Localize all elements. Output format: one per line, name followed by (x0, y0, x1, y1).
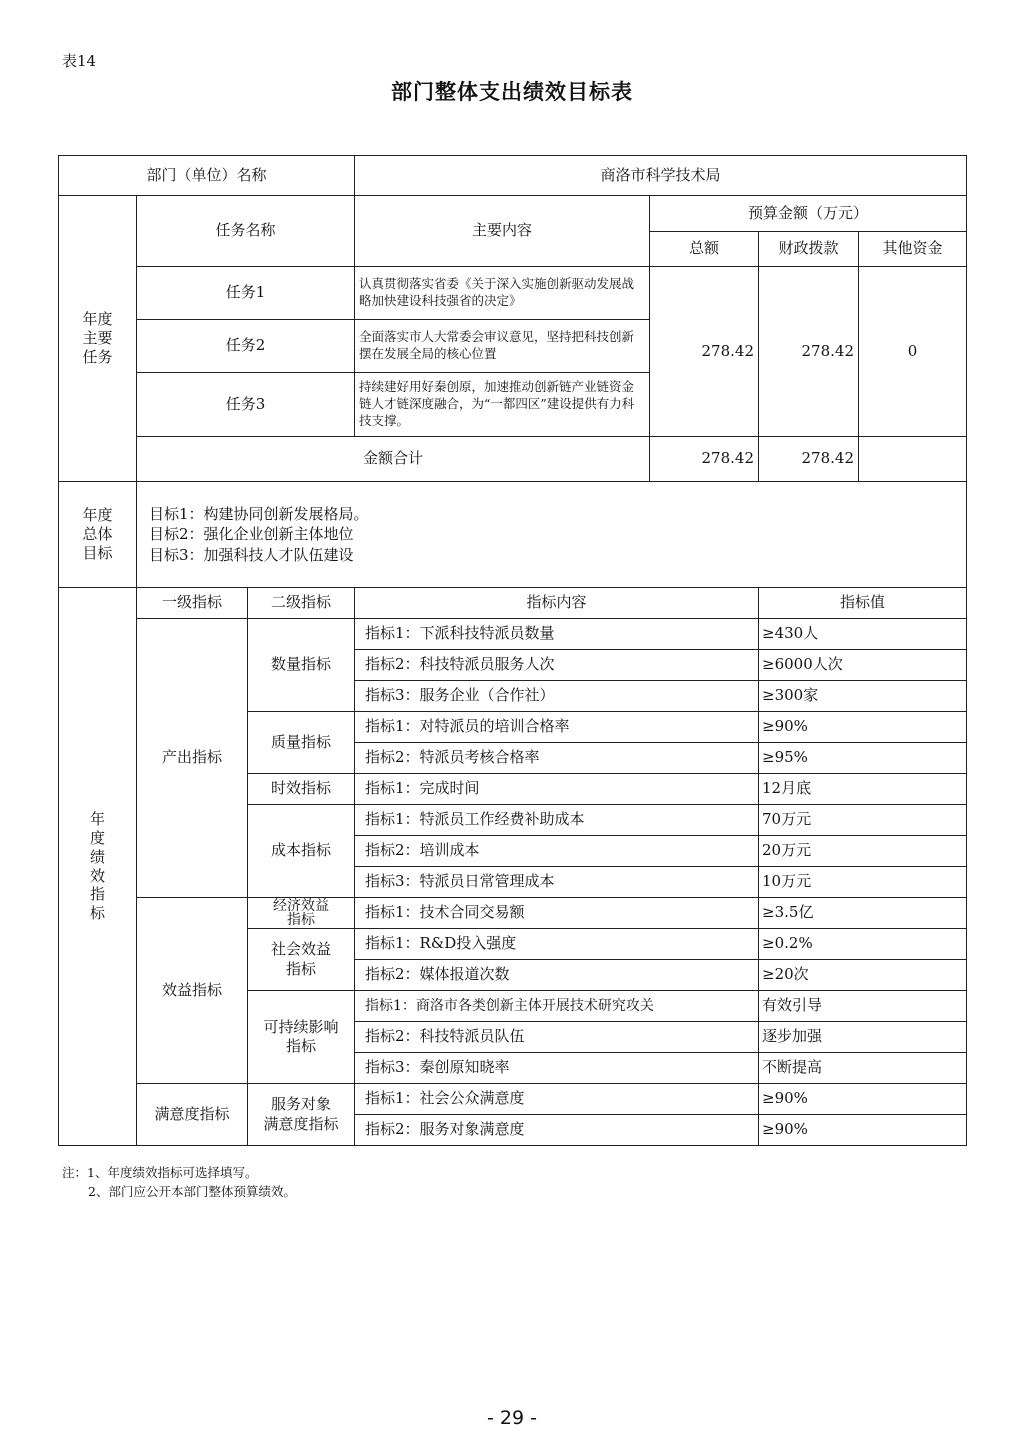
other-header: 其他资金 (859, 232, 967, 267)
overall-goal-label: 年度 总体 目标 (59, 482, 137, 588)
indicator-value: 12月底 (759, 774, 967, 805)
value-header: 指标值 (759, 588, 967, 619)
indicator-content: 指标2：科技特派员服务人次 (355, 650, 759, 681)
indicator-value: ≥20次 (759, 960, 967, 991)
indicator-value: 20万元 (759, 836, 967, 867)
main-content-header: 主要内容 (355, 196, 650, 267)
task-fiscal-amount: 278.42 (759, 267, 859, 437)
sustainable-indicator-label: 可持续影响 指标 (248, 991, 355, 1084)
performance-target-table (58, 155, 967, 1146)
content-header: 指标内容 (355, 588, 759, 619)
indicator-value: 有效引导 (759, 991, 967, 1022)
indicators-label: 年 度 绩 效 指 标 (59, 588, 137, 1146)
sum-label: 金额合计 (137, 437, 650, 482)
cost-indicator-label: 成本指标 (248, 805, 355, 898)
indicator-content: 指标2：服务对象满意度 (355, 1115, 759, 1146)
satisfaction-indicator-label: 满意度指标 (137, 1084, 248, 1146)
task-name: 任务3 (137, 373, 355, 437)
indicator-value: ≥6000人次 (759, 650, 967, 681)
quality-indicator-label: 质量指标 (248, 712, 355, 774)
indicator-content: 指标1：R&D投入强度 (355, 929, 759, 960)
footnotes (62, 1163, 296, 1202)
indicator-value: ≥3.5亿 (759, 898, 967, 929)
task-name: 任务1 (137, 267, 355, 320)
quantity-indicator-label: 数量指标 (248, 619, 355, 712)
indicator-value: ≥90% (759, 1084, 967, 1115)
dept-name-label: 部门（单位）名称 (59, 156, 355, 196)
indicator-value: ≥0.2% (759, 929, 967, 960)
page-number: - 29 - (487, 1407, 537, 1429)
task-content: 全面落实市人大常委会审议意见，坚持把科技创新摆在发展全局的核心位置 (355, 320, 650, 373)
timeliness-indicator-label: 时效指标 (248, 774, 355, 805)
task-total-amount: 278.42 (650, 267, 759, 437)
budget-header: 预算金额（万元） (650, 196, 967, 232)
indicator-content: 指标1：下派科技特派员数量 (355, 619, 759, 650)
goal-item: 目标1：构建协同创新发展格局。 (149, 505, 369, 524)
indicator-value: ≥300家 (759, 681, 967, 712)
indicator-content: 指标3：服务企业（合作社） (355, 681, 759, 712)
benefit-indicator-label: 效益指标 (137, 898, 248, 1084)
indicator-content: 指标1：特派员工作经费补助成本 (355, 805, 759, 836)
indicator-value: ≥90% (759, 712, 967, 743)
sum-total-amount: 278.42 (650, 437, 759, 482)
overall-goals (137, 482, 967, 588)
task-content: 持续建好用好秦创原，加速推动创新链产业链资金链人才链深度融合，为“一都四区”建设提供有力科技支撑。 (355, 373, 650, 437)
footnote: 2、部门应公开本部门整体预算绩效。 (88, 1184, 296, 1200)
indicator-value: ≥430人 (759, 619, 967, 650)
sum-fiscal-amount: 278.42 (759, 437, 859, 482)
indicator-content: 指标1：社会公众满意度 (355, 1084, 759, 1115)
table-number-label: 表14 (62, 52, 97, 70)
service-satisfaction-label: 服务对象 满意度指标 (248, 1084, 355, 1146)
indicator-content: 指标3：秦创原知晓率 (355, 1053, 759, 1084)
indicator-content: 指标1：完成时间 (355, 774, 759, 805)
task-name-header: 任务名称 (137, 196, 355, 267)
page-title: 部门整体支出绩效目标表 (391, 79, 633, 104)
fiscal-header: 财政拨款 (759, 232, 859, 267)
level1-header: 一级指标 (137, 588, 248, 619)
level2-header: 二级指标 (248, 588, 355, 619)
goal-item: 目标2：强化企业创新主体地位 (149, 525, 354, 544)
task-other-amount: 0 (859, 267, 967, 437)
task-name: 任务2 (137, 320, 355, 373)
indicator-content: 指标2：科技特派员队伍 (355, 1022, 759, 1053)
indicator-value: 10万元 (759, 867, 967, 898)
indicator-content: 指标2：媒体报道次数 (355, 960, 759, 991)
dept-name-value: 商洛市科学技术局 (355, 156, 967, 196)
indicator-content: 指标1：技术合同交易额 (355, 898, 759, 929)
output-indicator-label: 产出指标 (137, 619, 248, 898)
economic-indicator-label: 经济效益 指标 (248, 898, 355, 929)
indicator-content: 指标1：对特派员的培训合格率 (355, 712, 759, 743)
total-header: 总额 (650, 232, 759, 267)
task-content: 认真贯彻落实省委《关于深入实施创新驱动发展战略加快建设科技强省的决定》 (355, 267, 650, 320)
indicator-content: 指标1：商洛市各类创新主体开展技术研究攻关 (355, 991, 759, 1022)
indicator-content: 指标2：特派员考核合格率 (355, 743, 759, 774)
indicator-value: ≥90% (759, 1115, 967, 1146)
indicator-content: 指标3：特派员日常管理成本 (355, 867, 759, 898)
goal-item: 目标3：加强科技人才队伍建设 (149, 545, 354, 564)
indicator-value: ≥95% (759, 743, 967, 774)
footnote: 注：1、年度绩效指标可选择填写。 (62, 1165, 258, 1180)
annual-tasks-label: 年度 主要 任务 (59, 196, 137, 482)
indicator-value: 70万元 (759, 805, 967, 836)
indicator-value: 逐步加强 (759, 1022, 967, 1053)
indicator-content: 指标2：培训成本 (355, 836, 759, 867)
indicator-value: 不断提高 (759, 1053, 967, 1084)
social-indicator-label: 社会效益 指标 (248, 929, 355, 991)
sum-other-amount (859, 437, 967, 482)
